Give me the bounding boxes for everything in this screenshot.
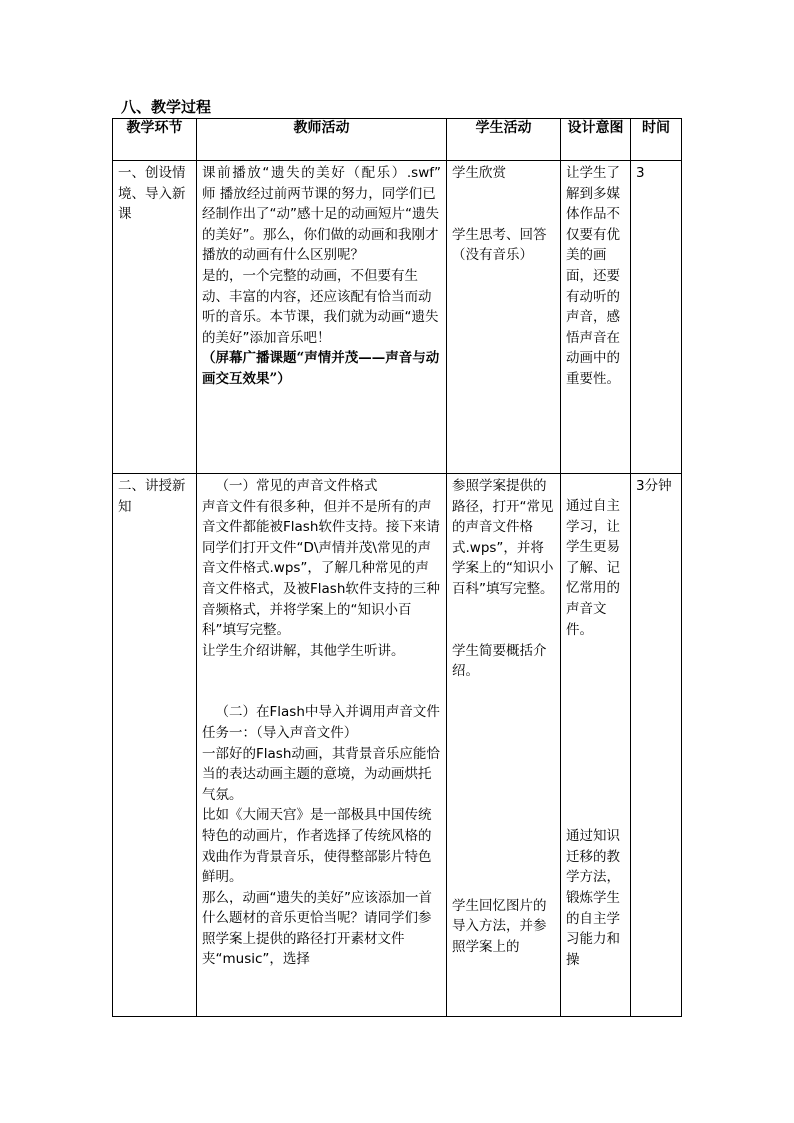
student-paragraph: 学生简要概括介绍。	[452, 642, 547, 680]
student-paragraph: 学生欣赏	[452, 165, 506, 181]
time-text: 3	[636, 165, 645, 181]
teacher-activity-cell	[197, 161, 447, 474]
teacher-paragraph: 让学生介绍讲解，其他学生听讲。	[202, 642, 405, 659]
table-row	[113, 161, 682, 474]
header-design-intent: 设计意图	[561, 119, 631, 161]
teacher-paragraph: 师 播放经过前两节课的努力，同学们已经制作出了“动”感十足的动画短片“遗失的美好”。那么，你们做的动画和我刚才播放的动画有什么区别呢？	[202, 185, 439, 264]
teacher-paragraph: （二）在Flash中导入并调用声音文件	[215, 704, 440, 721]
header-time: 时间	[631, 119, 682, 161]
design-intent-cell	[561, 474, 631, 1017]
teacher-paragraph: 那么，动画“遗失的美好”应该添加一首什么题材的音乐更恰当呢？请同学们参照学案上提供的路径打开素材文件夹“music”，选择	[202, 889, 432, 968]
time-cell	[631, 161, 682, 474]
lesson-process-table	[112, 118, 682, 1017]
table-row	[113, 474, 682, 1017]
teacher-paragraph: 声音文件有很多种，但并不是所有的声音文件都能被Flash软件支持。接下来请同学们打开文件“D\声情并茂\常见的声音文件格式.wps”，了解几种常见的声音文件格式，及被Flash软件支持的三种音频格式，并将学案上的“知识小百科”填写完整。	[202, 498, 440, 639]
header-student-activity: 学生活动	[447, 119, 561, 161]
time-cell	[631, 474, 682, 1017]
teacher-paragraph: 一部好的Flash动画，其背景音乐应能恰当的表达动画主题的意境，为动画烘托气氛。	[202, 745, 440, 803]
student-activity-cell	[447, 474, 561, 1017]
section-heading: 八、教学过程	[121, 98, 212, 116]
header-stage: 教学环节	[113, 119, 197, 161]
teacher-paragraph: 课前播放“遗失的美好（配乐）.swf”	[202, 165, 441, 181]
table-header-row	[113, 119, 682, 161]
stage-text: 一、创设情境、导入新课	[118, 165, 186, 223]
teacher-activity-cell	[197, 474, 447, 1017]
student-paragraph: 参照学案提供的路径，打开“常见的声音文件格式.wps”，并将学案上的“知识小百科”填写完整。	[452, 478, 554, 597]
stage-text: 二、讲授新知	[118, 478, 186, 515]
intent-text: 通过知识迁移的教学方法，锻炼学生的自主学习能力和操	[566, 828, 620, 968]
time-text: 3分钟	[636, 478, 672, 494]
teacher-paragraph: 任务一：（导入声音文件）	[202, 724, 358, 741]
teacher-paragraph: 比如《大闹天宫》是一部极具中国传统特色的动画片，作者选择了传统风格的戏曲作为背景音乐，使得整部影片特色鲜明。	[202, 807, 432, 886]
teacher-paragraph: （一）常见的声音文件格式	[215, 478, 378, 494]
stage-cell	[113, 161, 197, 474]
intent-text: 让学生了解到多媒体作品不仅要有优美的画面，还要有动听的声音，感悟声音在动画中的重要性。	[566, 165, 620, 387]
intent-text: 通过自主学习，让学生更易了解、记忆常用的声音文件。	[566, 498, 620, 638]
stage-cell	[113, 474, 197, 1017]
design-intent-cell	[561, 161, 631, 474]
header-teacher-activity: 教师活动	[197, 119, 447, 161]
student-paragraph: 学生回忆图片的导入方法，并参照学案上的	[452, 897, 547, 955]
teacher-paragraph: （屏幕广播课题“声情并茂——声音与动画交互效果”）	[202, 350, 440, 387]
student-paragraph: 学生思考、回答（没有音乐）	[452, 226, 547, 264]
student-activity-cell	[447, 161, 561, 474]
teacher-paragraph: 是的，一个完整的动画，不但要有生动、丰富的内容，还应该配有恰当而动听的音乐。本节课，我们就为动画“遗失的美好”添加音乐吧！	[202, 267, 439, 346]
